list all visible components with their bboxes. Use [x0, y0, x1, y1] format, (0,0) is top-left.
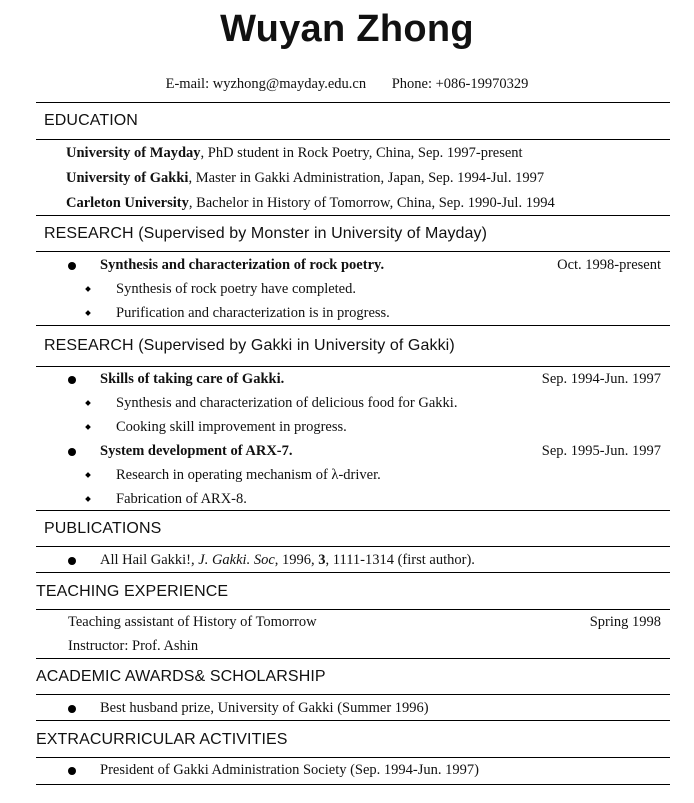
divider: [36, 720, 670, 721]
bullet-diamond: [85, 400, 91, 406]
teaching-date: Spring 1998: [589, 614, 661, 630]
divider: [36, 784, 670, 785]
research-project-title: Synthesis and characterization of rock poetry.: [100, 257, 385, 273]
research-subitem: Cooking skill improvement in progress.: [116, 419, 347, 435]
publication-item: All Hail Gakki!, J. Gakki. Soc, 1996, 3, 1111-1314 (first author).: [100, 552, 475, 568]
bullet-dot: [68, 705, 76, 713]
research-project-title: System development of ARX-7.: [100, 443, 293, 459]
education-detail: , PhD student in Rock Poetry, China, Sep. 1997-present: [200, 145, 523, 161]
divider: [36, 658, 670, 659]
divider: [36, 102, 670, 103]
divider: [36, 572, 670, 573]
school-name: Carleton University: [66, 195, 189, 211]
contact-line: [0, 76, 694, 93]
bullet-dot: [68, 376, 76, 384]
divider: [36, 609, 670, 610]
education-item: [66, 170, 544, 187]
research-subitem: Synthesis and characterization of delicious food for Gakki.: [116, 395, 458, 411]
bullet-diamond: [85, 286, 91, 292]
award-item: Best husband prize, University of Gakki (Summer 1996): [100, 700, 429, 716]
bullet-dot: [68, 448, 76, 456]
divider: [36, 139, 670, 140]
publications-heading: PUBLICATIONS: [44, 520, 162, 537]
research-subitem: Fabrication of ARX-8.: [116, 491, 247, 507]
journal-name: J. Gakki. Soc: [198, 552, 275, 568]
education-detail: , Master in Gakki Administration, Japan, Sep. 1994-Jul. 1997: [188, 170, 545, 186]
bullet-diamond: [85, 424, 91, 430]
activity-item: President of Gakki Administration Society (Sep. 1994-Jun. 1997): [100, 762, 479, 778]
bullet-diamond: [85, 496, 91, 502]
divider: [36, 325, 670, 326]
volume-number: 3: [318, 552, 326, 568]
email-text: E-mail: wyzhong@mayday.edu.cn: [165, 76, 367, 92]
bullet-dot: [68, 262, 76, 270]
school-name: University of Gakki: [66, 170, 189, 186]
bullet-diamond: [85, 310, 91, 316]
divider: [36, 546, 670, 547]
research1-heading: RESEARCH (Supervised by Monster in University of Mayday): [44, 225, 488, 242]
activities-heading: EXTRACURRICULAR ACTIVITIES: [36, 731, 288, 748]
teaching-instructor: Instructor: Prof. Ashin: [68, 638, 199, 654]
divider: [36, 251, 670, 252]
bullet-diamond: [85, 472, 91, 478]
bullet-dot: [68, 557, 76, 565]
divider: [36, 510, 670, 511]
education-item: [66, 145, 523, 162]
research-subitem: Purification and characterization is in progress.: [116, 305, 390, 321]
research-subitem: Research in operating mechanism of λ-driver.: [116, 467, 381, 483]
resume-name: Wuyan Zhong: [220, 8, 474, 50]
divider: [36, 366, 670, 367]
teaching-heading: TEACHING EXPERIENCE: [36, 583, 229, 600]
research-project-date: Sep. 1995-Jun. 1997: [541, 443, 661, 459]
research-project-title: Skills of taking care of Gakki.: [100, 371, 285, 387]
awards-heading: ACADEMIC AWARDS& SCHOLARSHIP: [36, 668, 326, 685]
research-project-date: Oct. 1998-present: [557, 257, 661, 273]
divider: [36, 694, 670, 695]
research2-heading: RESEARCH (Supervised by Gakki in University of Gakki): [44, 337, 455, 354]
teaching-role: Teaching assistant of History of Tomorrow: [68, 614, 317, 630]
school-name: University of Mayday: [66, 145, 201, 161]
divider: [36, 215, 670, 216]
education-heading: EDUCATION: [44, 112, 138, 129]
divider: [36, 757, 670, 758]
phone-text: Phone: +086-19970329: [391, 76, 529, 92]
education-detail: , Bachelor in History of Tomorrow, China, Sep. 1990-Jul. 1994: [188, 195, 555, 211]
research-subitem: Synthesis of rock poetry have completed.: [116, 281, 356, 297]
bullet-dot: [68, 767, 76, 775]
research-project-date: Sep. 1994-Jun. 1997: [541, 371, 661, 387]
education-item: [66, 195, 555, 212]
